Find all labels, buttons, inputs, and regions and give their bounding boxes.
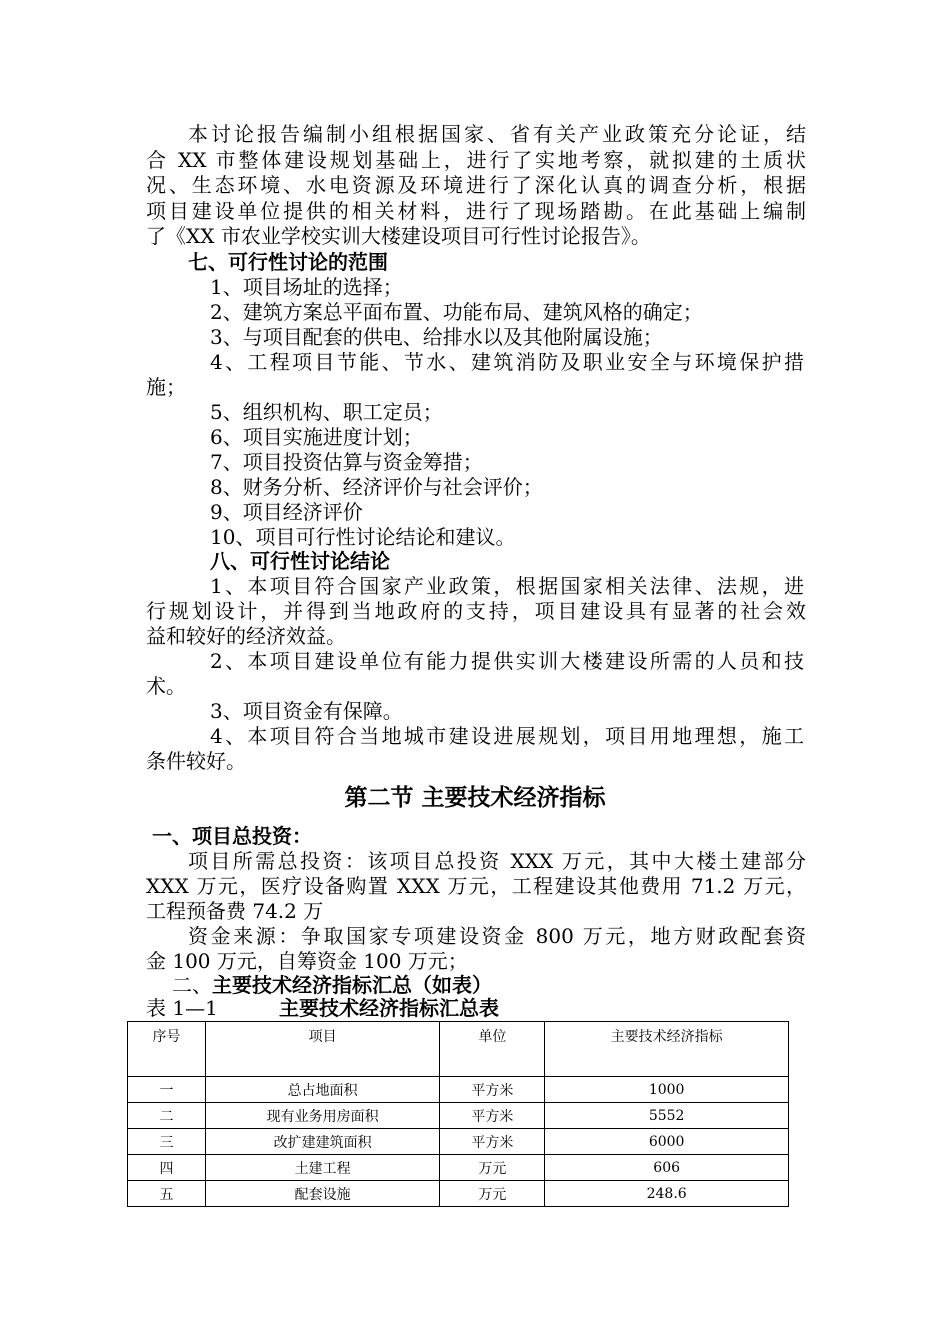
scope-item: 1、项目场址的选择；: [210, 275, 403, 299]
summary-heading-text: 主要技术经济指标汇总（如表）: [212, 973, 492, 997]
table-caption-title: 主要技术经济指标汇总表: [279, 996, 499, 1020]
table-cell: 606: [545, 1155, 789, 1181]
conclusion-line: 2、本项目建设单位有能力提供实训大楼建设所需的人员和技: [210, 649, 804, 673]
table-cell: 平方米: [440, 1103, 545, 1129]
header-cell: 序号: [128, 1022, 206, 1077]
scope-item: 3、与项目配套的供电、给排水以及其他附属设施；: [210, 325, 663, 349]
scope-item: 10、项目可行性讨论结论和建议。: [210, 525, 516, 549]
table-cell: 万元: [440, 1181, 545, 1207]
scope-item: 4、工程项目节能、节水、建筑消防及职业安全与环境保护措: [210, 350, 804, 374]
conclusion-line: 1、本项目符合国家产业政策，根据国家相关法律、法规，进: [210, 574, 804, 598]
table-header-row: [128, 1022, 789, 1077]
table-cell: 平方米: [440, 1077, 545, 1103]
summary-heading-number: 二、: [172, 973, 212, 997]
table-row: [128, 1077, 789, 1103]
investment-line: XXX 万元，医疗设备购置 XXX 万元，工程建设其他费用 71.2 万元，: [146, 874, 806, 898]
investment-line: 工程预备费 74.2 万: [146, 899, 324, 923]
investment-heading: 一、项目总投资：: [152, 824, 312, 848]
intro-line-1: 本讨论报告编制小组根据国家、省有关产业政策充分论证，结: [188, 122, 806, 146]
table-row: [128, 1155, 789, 1181]
table-cell: 五: [128, 1181, 206, 1207]
conclusion-line: 行规划设计，并得到当地政府的支持，项目建设具有显著的社会效: [146, 599, 806, 623]
scope-item: 9、项目经济评价: [210, 500, 363, 524]
scope-item: 8、财务分析、经济评价与社会评价；: [210, 475, 543, 499]
conclusion-heading: 八、可行性讨论结论: [210, 549, 390, 573]
header-cell: 单位: [440, 1022, 545, 1077]
table-cell: 土建工程: [205, 1155, 440, 1181]
table-caption-number: 表 1—1: [146, 996, 218, 1020]
scope-item: 6、项目实施进度计划；: [210, 425, 423, 449]
scope-item: 5、组织机构、职工定员；: [210, 400, 443, 424]
intro-line-5: 了《XX 市农业学校实训大楼建设项目可行性讨论报告》。: [146, 224, 651, 248]
conclusion-line: 术。: [146, 674, 186, 698]
table-cell: 二: [128, 1103, 206, 1129]
conclusion-line: 4、本项目符合当地城市建设进展规划，项目用地理想，施工: [210, 724, 804, 748]
table-row: [128, 1103, 789, 1129]
conclusion-line: 3、项目资金有保障。: [210, 699, 403, 723]
intro-line-4: 项目建设单位提供的相关材料，进行了现场踏勘。在此基础上编制: [146, 199, 806, 223]
funding-line: 资金来源：争取国家专项建设资金 800 万元，地方财政配套资: [188, 924, 806, 948]
table-cell: 总占地面积: [205, 1077, 440, 1103]
intro-line-3: 况、生态环境、水电资源及环境进行了深化认真的调查分析，根据: [146, 173, 806, 197]
table-cell: 改扩建建筑面积: [205, 1129, 440, 1155]
scope-item: 2、建筑方案总平面布置、功能布局、建筑风格的确定；: [210, 300, 703, 324]
conclusion-line: 条件较好。: [146, 749, 246, 773]
section-title: 第二节 主要技术经济指标: [344, 784, 606, 811]
table-row: [128, 1181, 789, 1207]
summary-heading: [172, 973, 492, 997]
table-cell: 1000: [545, 1077, 789, 1103]
header-cell: 项目: [205, 1022, 440, 1077]
summary-table: [127, 1021, 789, 1207]
scope-item: 7、项目投资估算与资金筹措；: [210, 450, 483, 474]
conclusion-line: 益和较好的经济效益。: [146, 624, 346, 648]
header-cell: 主要技术经济指标: [545, 1022, 789, 1077]
intro-line-2: 合 XX 市整体建设规划基础上，进行了实地考察，就拟建的土质状: [146, 148, 806, 172]
table-cell: 配套设施: [205, 1181, 440, 1207]
table-cell: 三: [128, 1129, 206, 1155]
table-cell: 248.6: [545, 1181, 789, 1207]
table-cell: 一: [128, 1077, 206, 1103]
investment-line: 项目所需总投资：该项目总投资 XXX 万元，其中大楼土建部分: [188, 849, 806, 873]
table-row: [128, 1129, 789, 1155]
table-cell: 现有业务用房面积: [205, 1103, 440, 1129]
table-cell: 万元: [440, 1155, 545, 1181]
table-cell: 平方米: [440, 1129, 545, 1155]
funding-line: 金 100 万元，自筹资金 100 万元；: [146, 949, 468, 973]
table-cell: 5552: [545, 1103, 789, 1129]
scope-item-continued: 施；: [146, 375, 186, 399]
table-cell: 6000: [545, 1129, 789, 1155]
scope-heading: 七、可行性讨论的范围: [188, 250, 388, 274]
table-cell: 四: [128, 1155, 206, 1181]
